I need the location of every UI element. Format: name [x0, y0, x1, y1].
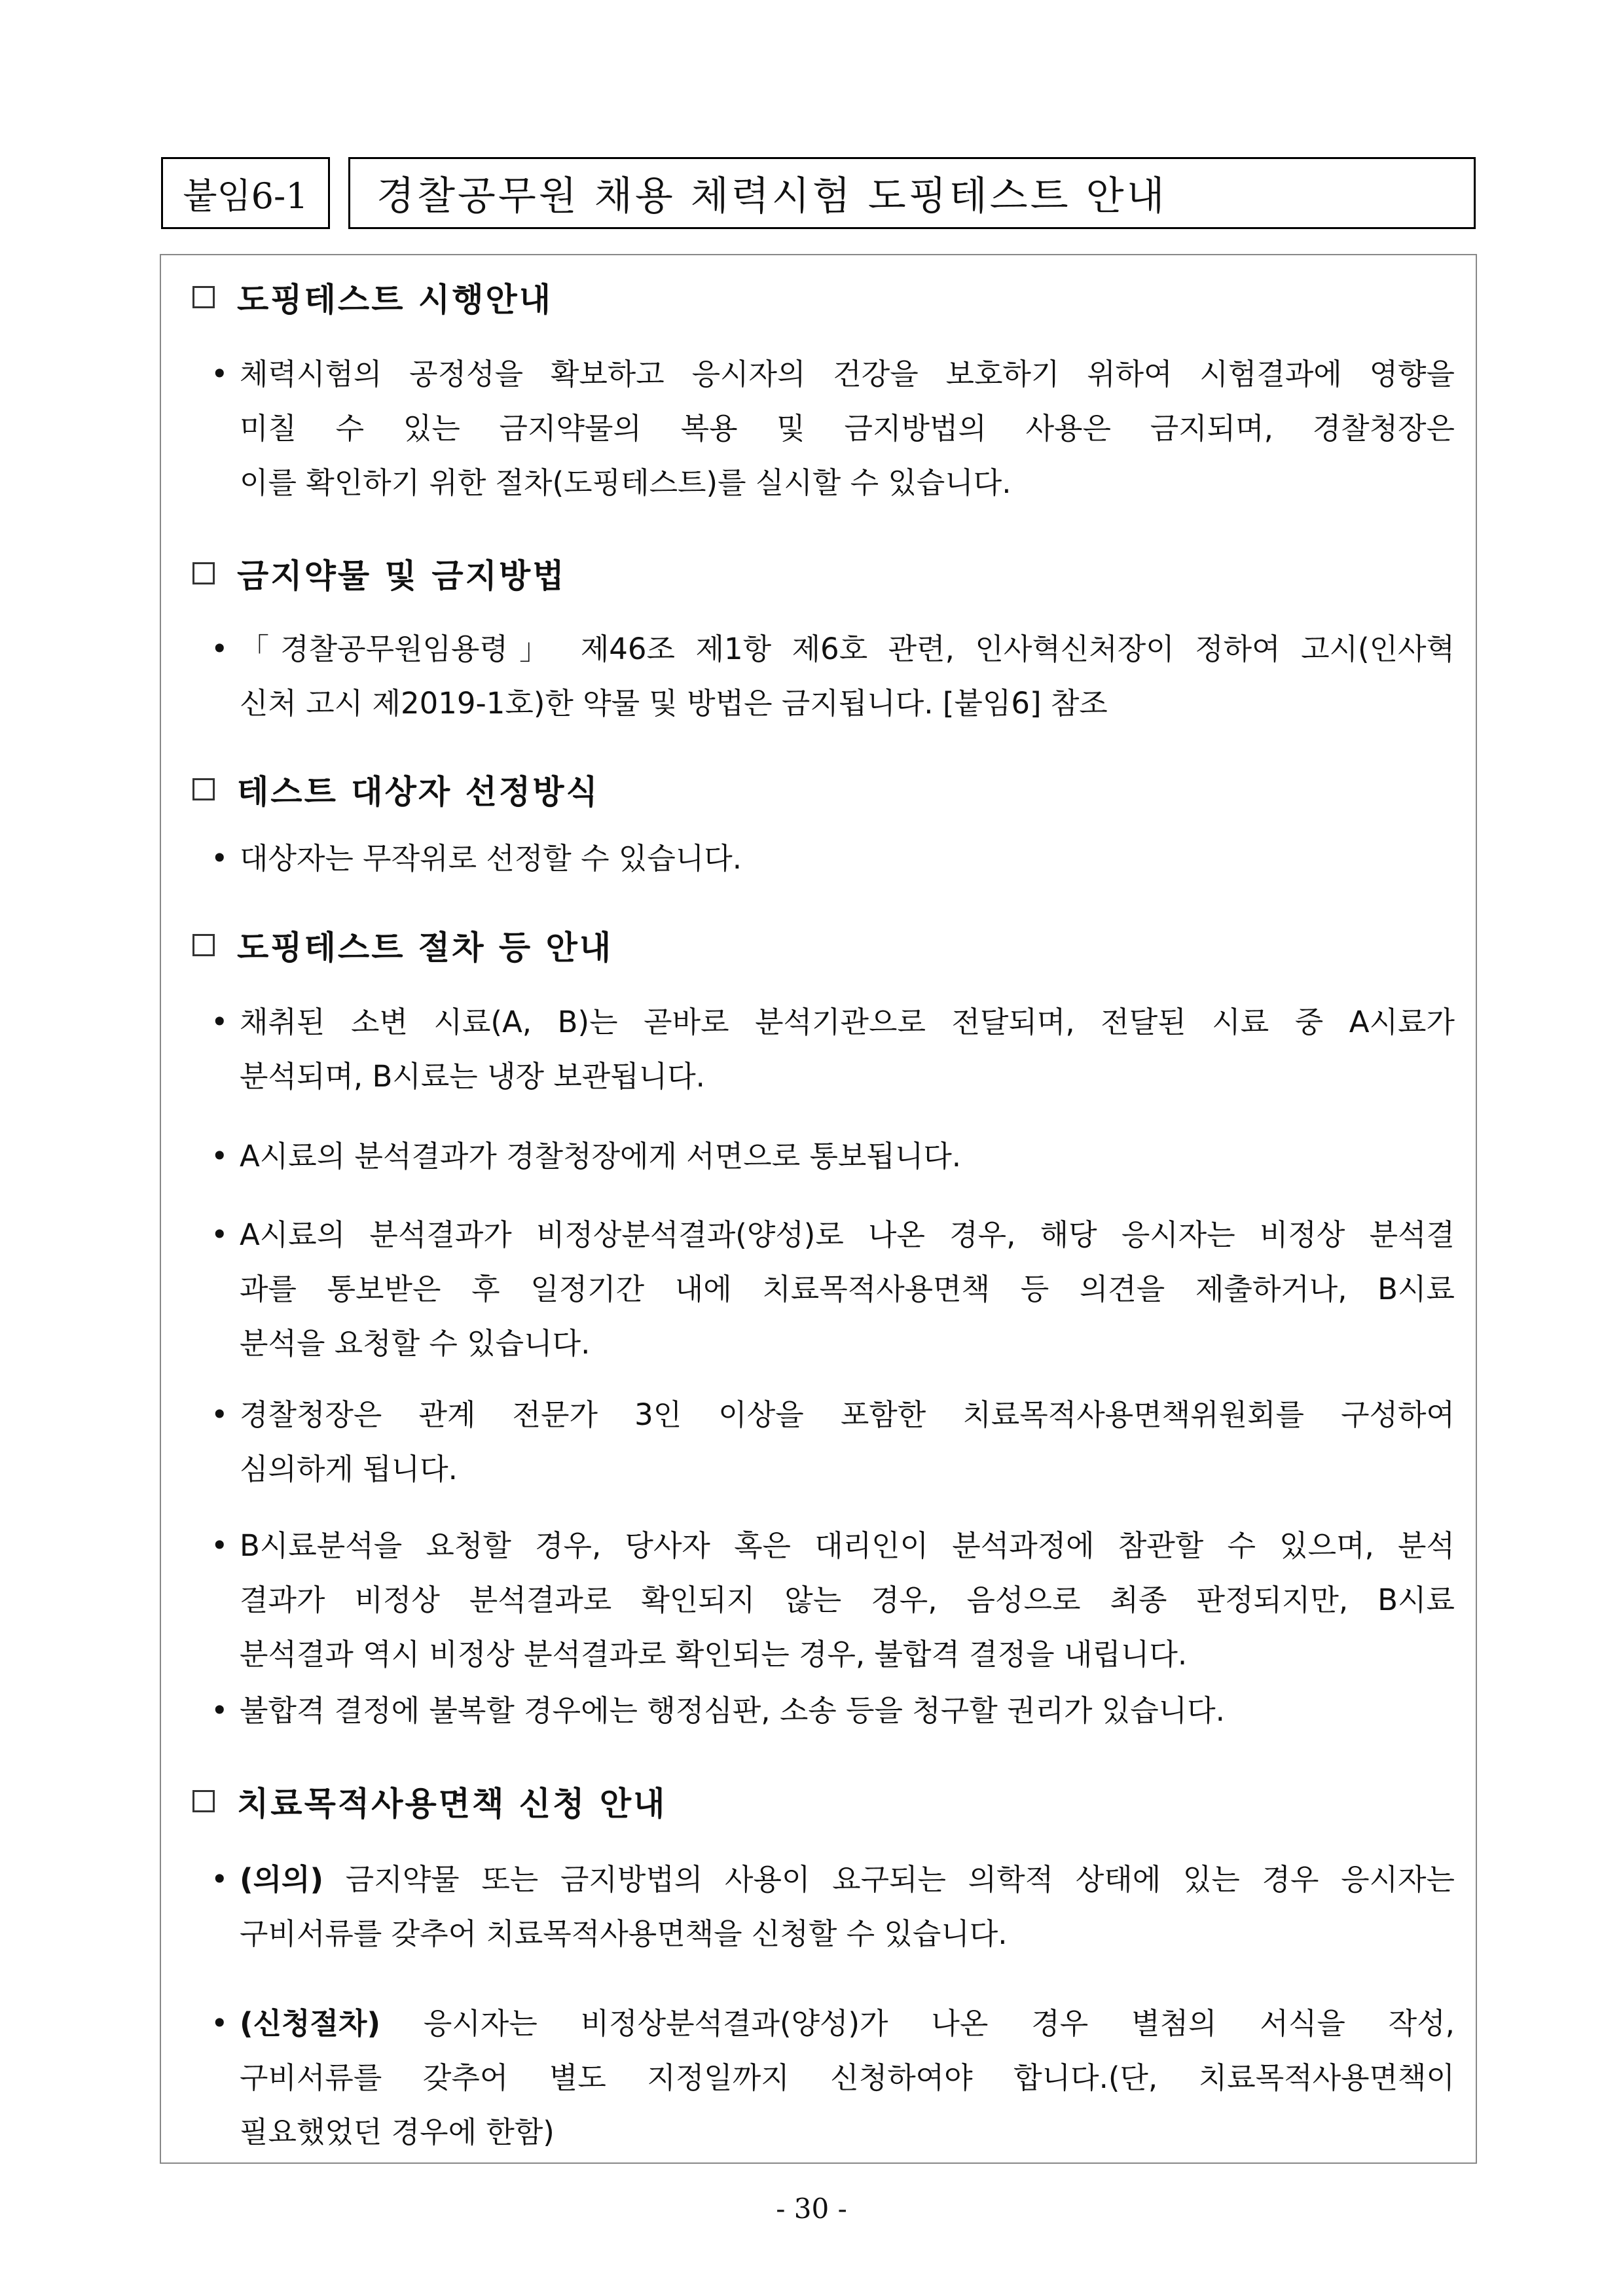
list-item: [211, 1996, 1455, 2159]
list-item: [211, 1518, 1455, 1681]
section-heading-text: 도핑테스트 절차 등 안내: [237, 929, 613, 967]
text-line: A시료의 분석결과가 경찰청장에게 서면으로 통보됩니다.: [240, 1139, 962, 1174]
section-heading-text: 도핑테스트 시행안내: [237, 281, 553, 319]
text-line: 필요했었던 경우에 한함): [240, 2115, 555, 2149]
text-line: 경찰청장은 관계 전문가 3인 이상을 포함한 치료목적사용면책위원회를 구성하여: [240, 1397, 1455, 1432]
bullet-lead: (의의): [240, 1862, 324, 1897]
text-line: 과를 통보받은 후 일정기간 내에 치료목적사용면책 등 의견을 제출하거나, B시료: [240, 1272, 1455, 1306]
list-item: [211, 831, 1455, 886]
bullet-dot-icon: •: [211, 2006, 228, 2041]
list-item: [211, 1388, 1455, 1496]
text-line: 이를 확인하기 위한 절차(도핑테스트)를 실시할 수 있습니다.: [240, 465, 1012, 500]
section-heading-doping-test: [192, 274, 553, 321]
text-line: 불합격 결정에 불복할 경우에는 행정심판, 소송 등을 청구할 권리가 있습니다.: [240, 1693, 1225, 1728]
bullet-lead: (신청절차): [240, 2006, 381, 2041]
list-item: [211, 1683, 1455, 1738]
bullet-dot-icon: •: [211, 357, 228, 391]
checkbox-icon: [192, 934, 215, 956]
text-line: 분석결과 역시 비정상 분석결과로 확인되는 경우, 불합격 결정을 내립니다.: [240, 1637, 1188, 1672]
checkbox-icon: [192, 1790, 215, 1812]
bullet-dot-icon: •: [211, 1397, 228, 1432]
list-item: [211, 995, 1455, 1103]
list-item: [211, 1852, 1455, 1961]
list-item: [211, 347, 1455, 510]
text-line: 체력시험의 공정성을 확보하고 응시자의 건강을 보호하기 위하여 시험결과에 영향을: [240, 357, 1455, 391]
bullet-dot-icon: •: [211, 1693, 228, 1728]
section-heading-selection: [192, 766, 600, 813]
list-item: [211, 1129, 1455, 1183]
text-line: 분석되며, B시료는 냉장 보관됩니다.: [240, 1059, 705, 1094]
list-item: [211, 1208, 1455, 1371]
text-line: B시료분석을 요청할 경우, 당사자 혹은 대리인이 분석과정에 참관할 수 있으며, 분석: [240, 1528, 1455, 1563]
text-line: [240, 1996, 1455, 2051]
bullet-text: 금지약물 또는 금지방법의 사용이 요구되는 의학적 상태에 있는 경우 응시자는: [345, 1862, 1455, 1897]
section-heading-text: 치료목적사용면책 신청 안내: [237, 1785, 667, 1823]
text-line: 미칠 수 있는 금지약물의 복용 및 금지방법의 사용은 금지되며, 경찰청장은: [240, 411, 1455, 446]
section-heading-tue: [192, 1778, 666, 1825]
checkbox-icon: [192, 286, 215, 308]
bullet-dot-icon: •: [211, 1139, 228, 1174]
text-line: 「경찰공무원임용령」 제46조 제1항 제6호 관련, 인사혁신처장이 정하여 고시(인사혁: [240, 632, 1455, 666]
text-line: [240, 1852, 1455, 1907]
bullet-dot-icon: •: [211, 1528, 228, 1563]
bullet-dot-icon: •: [211, 1005, 228, 1039]
page-number: - 30 -: [776, 2193, 847, 2225]
text-line: 채취된 소변 시료(A, B)는 곧바로 분석기관으로 전달되며, 전달된 시료 중 A시료가: [240, 1005, 1455, 1039]
bullet-dot-icon: •: [211, 1862, 228, 1897]
section-heading-text: 테스트 대상자 선정방식: [237, 773, 600, 811]
attachment-label: 붙임6-1: [161, 157, 330, 229]
bullet-dot-icon: •: [211, 632, 228, 666]
bullet-dot-icon: •: [211, 1217, 228, 1252]
bullet-text: 응시자는 비정상분석결과(양성)가 나온 경우 별첨의 서식을 작성,: [423, 2006, 1455, 2041]
section-heading-text: 금지약물 및 금지방법: [237, 557, 566, 595]
checkbox-icon: [192, 562, 215, 584]
section-heading-procedure: [192, 922, 613, 969]
text-line: 결과가 비정상 분석결과로 확인되지 않는 경우, 음성으로 최종 판정되지만, B시료: [240, 1583, 1455, 1617]
text-line: A시료의 분석결과가 비정상분석결과(양성)로 나온 경우, 해당 응시자는 비정상 분석결: [240, 1217, 1455, 1252]
text-line: 신처 고시 제2019-1호)한 약물 및 방법은 금지됩니다. [붙임6] 참조: [240, 686, 1108, 721]
text-line: 구비서류를 갖추어 별도 지정일까지 신청하여야 합니다.(단, 치료목적사용면책이: [240, 2060, 1455, 2095]
list-item: [211, 622, 1455, 730]
text-line: 구비서류를 갖추어 치료목적사용면책을 신청할 수 있습니다.: [240, 1916, 1008, 1951]
text-line: 심의하게 됩니다.: [240, 1452, 458, 1486]
section-heading-prohibited: [192, 550, 566, 597]
bullet-dot-icon: •: [211, 841, 228, 876]
text-line: 대상자는 무작위로 선정할 수 있습니다.: [240, 841, 742, 876]
text-line: 분석을 요청할 수 있습니다.: [240, 1326, 591, 1361]
document-title: 경찰공무원 채용 체력시험 도핑테스트 안내: [348, 157, 1476, 229]
checkbox-icon: [192, 778, 215, 800]
